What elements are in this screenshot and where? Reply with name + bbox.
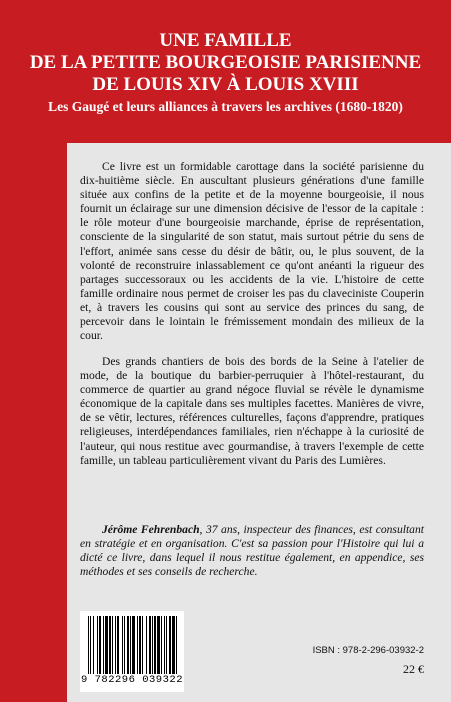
isbn-barcode: [80, 611, 184, 692]
barcode-number: 9 782296 039322: [80, 674, 183, 686]
author-bio: , 37 ans, inspecteur des finances, est consultant en stratégie et en organisation. C'est sa passion pour l'Histoire qui lui a dicté ce livre, dans lequel il nous restitue également, en appendice, ses méthodes et ses conseils de recherche.: [80, 523, 424, 579]
author-note: [80, 523, 424, 579]
barcode-bars: [88, 616, 182, 674]
subtitle: Les Gaugé et leurs alliances à travers les archives (1680-1820): [48, 99, 403, 114]
title-line-2: DE LA PETITE BOURGEOISIE PARISIENNE: [29, 52, 422, 73]
description-paragraph-1: Ce livre est un formidable carottage dans la société parisienne du dix-huitième siècle. En auscultant plusieurs générations d'une famille située aux confins de la petite et de la moyenne bourgeoisie, il nous fournit un éclairage sur une dimension décisive de l'essor de la capitale : le rôle moteur d'une bourgeoisie marchande, éprise de représentation, consciente de la singularité de son statut, mais surtout pétrie du sens de l'effort, animée sans cesse du désir de bâtir, ou, le plus souvent, de la volonté de reconstruire inlassablement ce qu'ont anéanti la rigueur des partages successoraux ou les accidents de la vie. L'histoire de cette famille ordinaire nous permet de croiser les pas du claveciniste Couperin et, à travers les cousins qui sont au service des princes du sang, de percevoir dans le lointain le frémissement mondain des milieux de la cour.: [80, 160, 424, 343]
description-paragraph-2: Des grands chantiers de bois des bords de la Seine à l'atelier de mode, de la boutique du barbier-perruquier à l'hôtel-restaurant, du commerce de quartier au grand négoce fluvial se révèle le dynamisme économique de la capitale dans ses multiples facettes. Manières de vivre, de se vêtir, lectures, références culturelles, façons d'apprendre, pratiques religieuses, interdépendances familiales, rien n'échappe à la curiosité de l'auteur, qui nous restitue avec gourmandise, à travers l'exemple de cette famille, un tableau particulièrement vivant du Paris des Lumières.: [80, 355, 424, 467]
author-name: Jérôme Fehrenbach: [102, 523, 200, 536]
price-label: 22 €: [403, 662, 424, 676]
title-line-3: DE LOUIS XIV À LOUIS XVIII: [92, 74, 359, 95]
title-line-1: UNE FAMILLE: [159, 30, 292, 51]
isbn-label: ISBN : 978-2-296-03932-2: [312, 645, 424, 656]
